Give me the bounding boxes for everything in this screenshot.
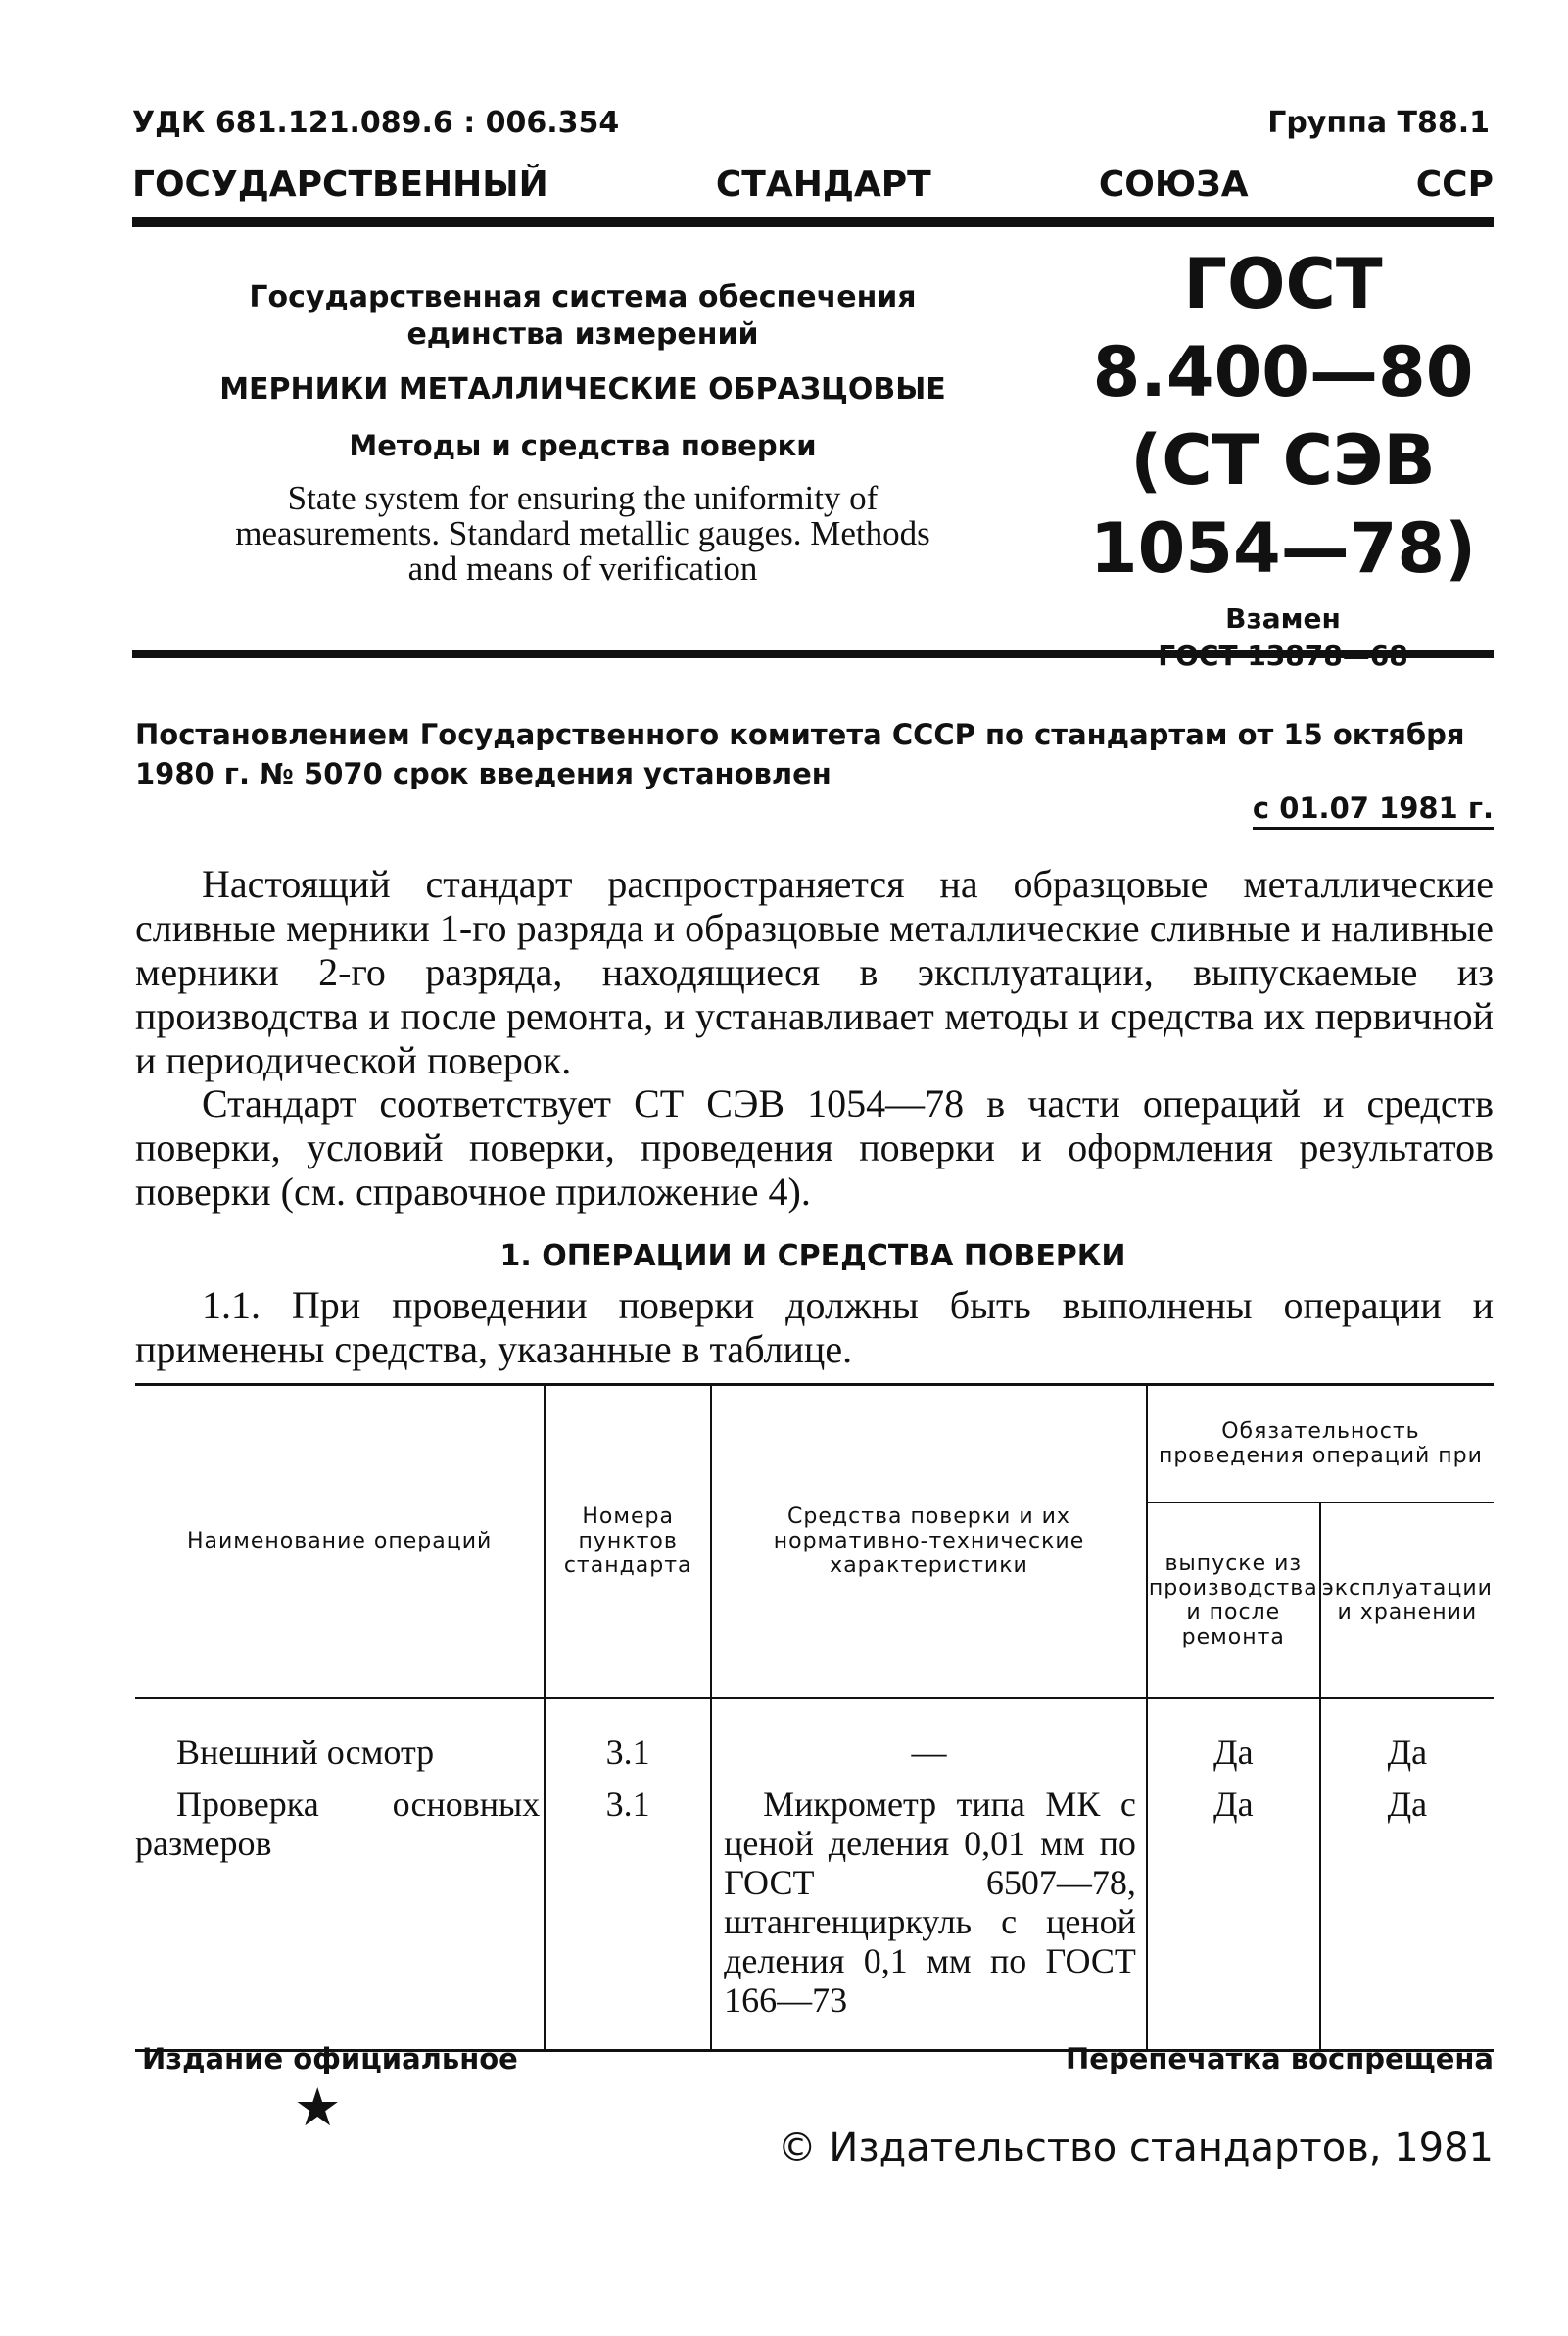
col-mandatory: Обязательность проведения операций при xyxy=(1147,1385,1494,1502)
header-word: СТАНДАРТ xyxy=(715,165,931,205)
compliance-paragraph xyxy=(135,1081,1494,1214)
row-means: — xyxy=(711,1698,1147,1773)
row-means: Микрометр типа МК с ценой деления 0,01 мм по ГОСТ 6507—78, штангенциркуль с ценой деления 0,1 мм по ГОСТ 166—73 xyxy=(711,1773,1147,2051)
gost-number: 8.400—80 xyxy=(1092,332,1474,412)
header-word: СОЮЗА xyxy=(1098,165,1249,205)
effective-date: с 01.07 1981 г. xyxy=(1253,791,1494,830)
col-means: Средства поверки и их нормативно-технические характеристики xyxy=(711,1385,1147,1698)
gost-number-block xyxy=(1077,240,1489,675)
decree-text: Постановлением Государственного комитета СССР по стандартам от 15 октября 1980 г. № 5070 срок введения установлен xyxy=(135,718,1465,790)
system-line-2: единства измерений xyxy=(406,317,759,352)
publisher-copyright: © Издательство стандартов, 1981 xyxy=(777,2125,1494,2170)
header-word: ССР xyxy=(1415,165,1494,205)
clause-1-1-text: 1.1. При проведении поверки должны быть выполнены операции и применены средства, указанные в таблице. xyxy=(135,1283,1494,1371)
col-release: выпуске из производства и после ремонта xyxy=(1147,1502,1320,1698)
header-word: ГОСУДАРСТВЕННЫЙ xyxy=(132,165,548,205)
replaces-label: Взамен xyxy=(1225,602,1341,635)
header-rule xyxy=(132,217,1494,227)
standard-header xyxy=(132,165,1494,205)
intro-paragraph xyxy=(135,862,1494,1082)
col-operation-name: Наименование операций xyxy=(135,1385,545,1698)
col-operation: эксплуатации и хранении xyxy=(1320,1502,1494,1698)
english-title: State system for ensuring the uniformity of measurements. Standard metallic gauges. Methods and means of verification xyxy=(235,479,930,588)
edition-label: Издание официальное xyxy=(142,2042,518,2075)
system-line-1: Государственная система обеспечения xyxy=(249,280,917,314)
col-items: Номера пунктов стандарта xyxy=(545,1385,711,1698)
row-operation: Да xyxy=(1387,1784,1428,1824)
operations-table xyxy=(135,1383,1494,2052)
table-row xyxy=(135,1773,1494,2051)
row-operation-name: Внешний осмотр xyxy=(135,1698,545,1773)
document-name: МЕРНИКИ МЕТАЛЛИЧЕСКИЕ ОБРАЗЦОВЫЕ xyxy=(219,372,946,406)
st-sev-number: 1054—78) xyxy=(1089,508,1477,589)
title-block xyxy=(132,279,1033,587)
clause-1-1 xyxy=(135,1283,1494,1371)
reprint-notice: Перепечатка воспрещена xyxy=(1066,2042,1494,2075)
star-icon: ★ xyxy=(294,2076,342,2138)
st-sev-label: (СТ СЭВ xyxy=(1130,420,1436,501)
document-subtitle: Методы и средства поверки xyxy=(349,429,817,462)
row-release: Да xyxy=(1147,1698,1320,1773)
row-operation-name: Проверка основных размеров xyxy=(135,1773,545,2051)
group-code: Группа Т88.1 xyxy=(1267,106,1490,140)
row-operation: Да xyxy=(1387,1732,1428,1772)
udk-code: УДК 681.121.089.6 : 006.354 xyxy=(132,106,620,140)
section-1-title: 1. ОПЕРАЦИИ И СРЕДСТВА ПОВЕРКИ xyxy=(499,1239,1126,1273)
row-item: 3.1 xyxy=(545,1773,711,2051)
table-row xyxy=(135,1698,1494,1773)
compliance-text: Стандарт соответствует СТ СЭВ 1054—78 в части операций и средств поверки, условий поверки, проведения поверки и оформления результатов поверки (см. справочное приложение 4). xyxy=(135,1081,1494,1214)
gost-label: ГОСТ xyxy=(1183,244,1383,324)
intro-text: Настоящий стандарт распространяется на образцовые металлические сливные мерники 1-го разряда и образцовые металлические сливные и наливные мерники 2-го разряда, находящиеся в эксплуатации, выпускаемые из производства и после ремонта, и устанавливает методы и средства их первичной и периодической поверок. xyxy=(135,862,1494,1082)
title-rule xyxy=(132,650,1494,658)
row-item: 3.1 xyxy=(545,1698,711,1773)
row-release: Да xyxy=(1147,1773,1320,2051)
